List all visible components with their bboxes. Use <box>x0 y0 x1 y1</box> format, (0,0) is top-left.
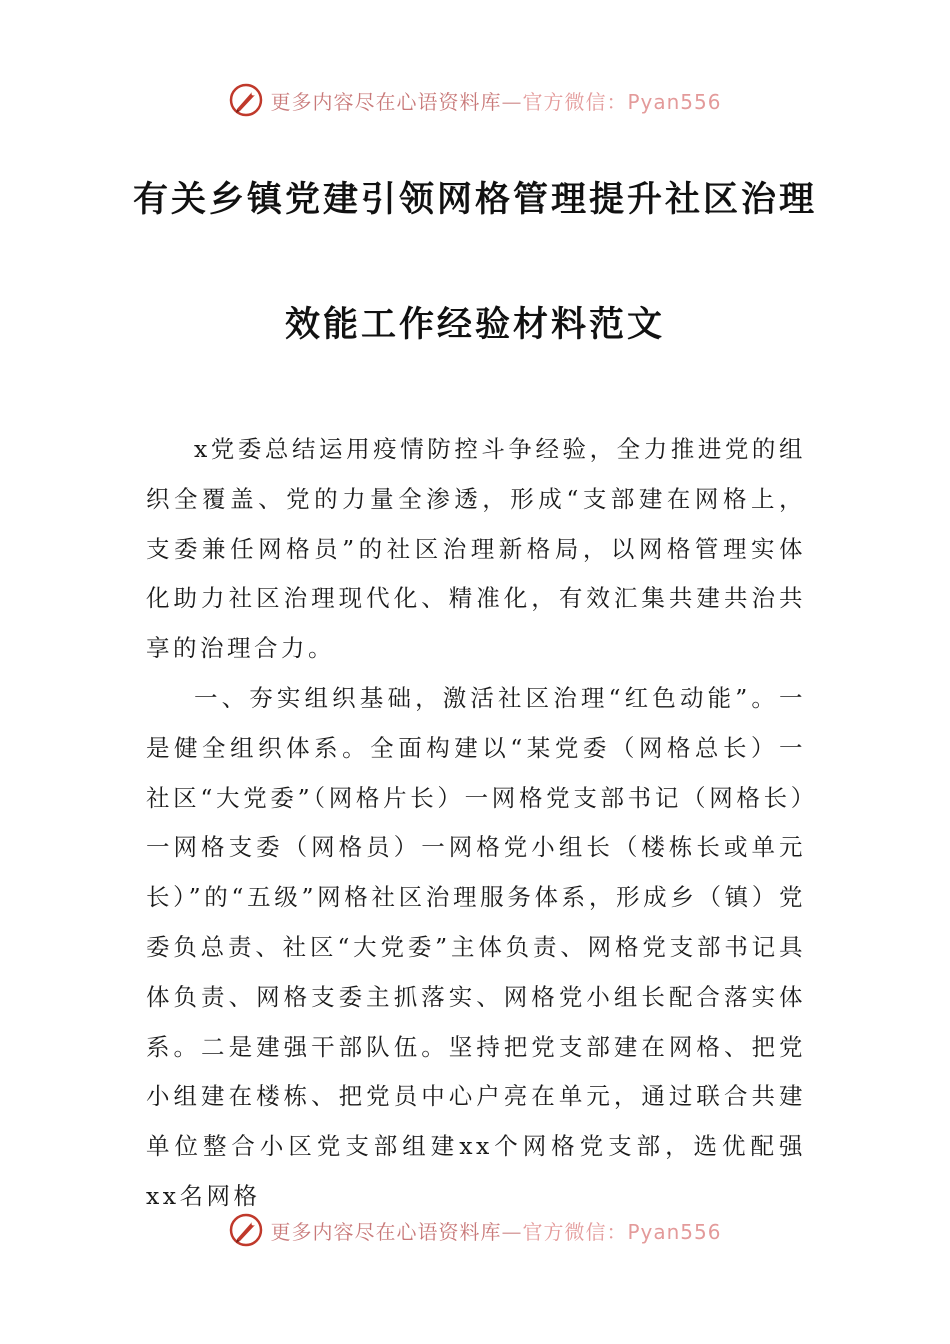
pen-logo-icon <box>228 1212 264 1248</box>
header-banner <box>0 82 950 118</box>
footer-banner <box>0 1212 950 1248</box>
document-title-line-1: 有关乡镇党建引领网格管理提升社区治理 <box>132 180 817 220</box>
body-paragraph-2: 一、夯实组织基础，激活社区治理“红色动能”。一是健全组织体系。全面构建以“某党委（网格总长）一社区“大党委”（网格片长）一网格党支部书记（网格长）一网格支委（网格员）一网格党小组长（楼栋长或单元长）”的“五级”网格社区治理服务体系，形成乡（镇）党委负总责、社区“大党委”主体负责、网格党支部书记具体负责、网格支委主抓落实、网格党小组长配合落实体系。二是建强干部队伍。坚持把党支部建在网格、把党小组建在楼栋、把党员中心户亮在单元，通过联合共建单位整合小区党支部组建xx个网格党支部，选优配强xx名网格 <box>146 683 806 1210</box>
body-paragraph-1: x党委总结运用疫情防控斗争经验，全力推进党的组织全覆盖、党的力量全渗透，形成“支部建在网格上，支委兼任网格员”的社区治理新格局，以网格管理实体化助力社区治理现代化、精准化，有效汇集共建共治共享的治理合力。 <box>146 435 806 663</box>
footer-banner-text: 更多内容尽在心语资料库—官方微信：Pyan556 <box>270 1219 722 1244</box>
header-banner-text: 更多内容尽在心语资料库—官方微信：Pyan556 <box>270 89 722 114</box>
document-body <box>146 425 806 1222</box>
document-title-line-2: 效能工作经验材料范文 <box>284 305 665 345</box>
pen-logo-icon <box>228 82 264 118</box>
